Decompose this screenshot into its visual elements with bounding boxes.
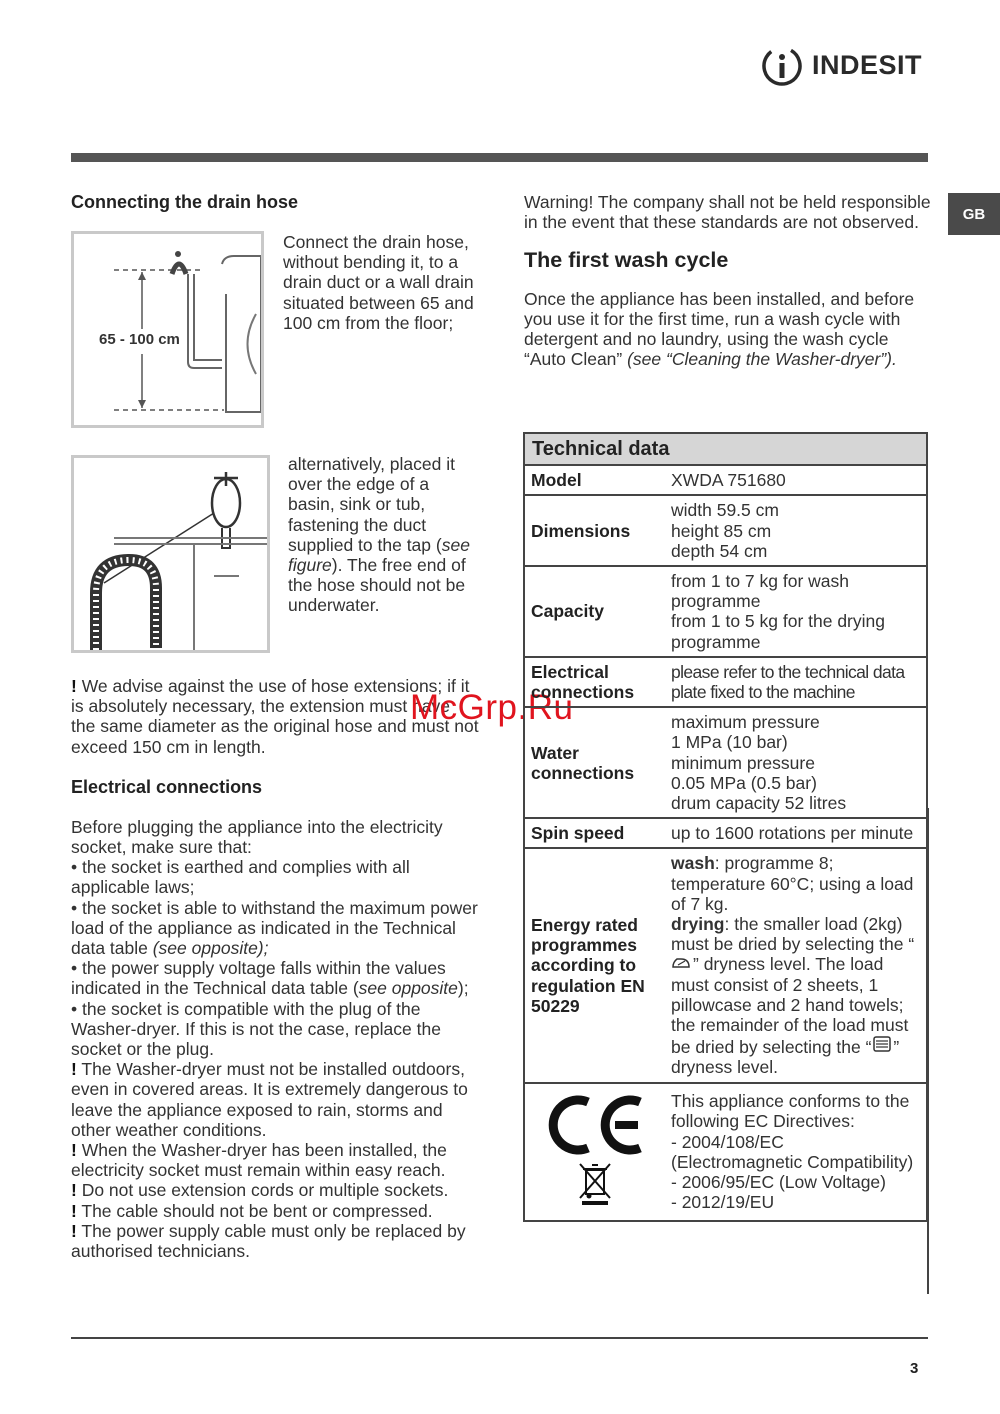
right-upper-column	[524, 192, 932, 369]
model-value: XWDA 751680	[665, 465, 927, 495]
bullet-earthed: • the socket is earthed and complies with all applicable laws;	[71, 857, 410, 898]
electrical-connections-heading: Electrical connections	[71, 776, 263, 797]
first-wash-ref: (see “Cleaning the Washer-dryer”).	[627, 349, 897, 370]
drying-term: drying	[671, 914, 725, 935]
first-wash-heading: The first wash cycle	[524, 248, 729, 273]
dimensions-label: Dimensions	[524, 495, 665, 566]
hose-alt-ref: see figure	[288, 534, 470, 576]
table-row	[524, 1083, 927, 1221]
bullet-power-load	[71, 898, 479, 959]
dimensions-value	[665, 495, 927, 566]
technical-data-table	[523, 432, 928, 1222]
ec-directive-weee: - 2012/19/EU	[671, 1192, 775, 1213]
first-wash-body: Once the appliance has been installed, and before you use it for the first time, run a wash cycle with detergent and no laundry, using the wash cycle “Auto Clean”	[524, 288, 915, 370]
responsibility-warning: Warning! The company shall not be held responsible in the event that these standards are not observed.	[524, 192, 931, 233]
warning-outdoors-text: The Washer-dryer must not be installed outdoors, even in covered areas. It is extremely dangerous to leave the appliance exposed to rain, storms and other weather conditions.	[71, 1059, 468, 1140]
water-min-value: 0.05 MPa (0.5 bar)	[671, 772, 817, 793]
dimension-height: height 85 cm	[671, 520, 772, 541]
warning-mark: !	[71, 676, 77, 696]
table-row	[524, 566, 927, 657]
drum-capacity: drum capacity 52 litres	[671, 793, 847, 814]
table-title: Technical data	[524, 433, 927, 465]
ec-directive-emc: - 2004/108/EC (Electromagnetic Compatibility)	[671, 1131, 914, 1172]
bullet-voltage	[71, 958, 479, 998]
dimension-depth: depth 54 cm	[671, 540, 768, 561]
table-row	[524, 657, 927, 707]
water-max-value: 1 MPa (10 bar)	[671, 732, 788, 753]
energy-value	[665, 848, 927, 1082]
wash-desc: : programme 8; temperature 60°C; using a load of 7 kg.	[671, 853, 914, 914]
header-bar	[71, 153, 928, 162]
first-wash-text	[524, 289, 932, 370]
table-row	[524, 707, 927, 818]
warning-cable-text: The cable should not be bent or compressed.	[81, 1200, 433, 1221]
warning-extension-cords	[71, 1180, 479, 1200]
table-header-row	[524, 433, 927, 465]
spin-label: Spin speed	[524, 818, 665, 848]
warning-mark: !	[71, 1220, 77, 1241]
brand-name: INDESIT	[812, 50, 923, 80]
warning-mark: !	[71, 1200, 77, 1221]
drain-hose-heading: Connecting the drain hose	[71, 192, 299, 212]
hose-extension-text: We advise against the use of hose extensions; if it is absolutely necessary, the extension must have the same diameter as the original hose and must not exceed 150 cm in length.	[71, 676, 479, 757]
page-number: 3	[910, 1360, 919, 1377]
water-max-label: maximum pressure	[671, 712, 820, 733]
hose-alt-text-part: alternatively, placed it over the edge of a basin, sink or tub, fastening the duct supplied to the tap (	[288, 454, 455, 555]
drain-height-illustration	[74, 234, 261, 425]
warning-socket-text: When the Washer-dryer has been installed, the electricity socket must remain within easy reach.	[71, 1140, 447, 1181]
indesit-logo	[760, 42, 930, 88]
watermark: McGrp.Ru	[410, 688, 574, 727]
ec-directives	[665, 1083, 927, 1221]
energy-wash	[671, 853, 920, 914]
warning-mark: !	[71, 1140, 77, 1161]
right-margin-line	[927, 808, 929, 1294]
weee-bin-icon	[577, 1160, 613, 1206]
bullet-power-load-ref: (see opposite);	[152, 938, 269, 959]
hose-over-sink-figure	[71, 455, 270, 653]
capacity-label: Capacity	[524, 566, 665, 657]
warning-extension-text: Do not use extension cords or multiple sockets.	[81, 1180, 449, 1201]
water-label: Water connections	[524, 707, 665, 818]
ce-marks-cell	[524, 1083, 665, 1221]
hose-alternative-text	[288, 454, 478, 616]
table-row	[524, 818, 927, 848]
electrical-label: Electrical connections	[524, 657, 665, 707]
warning-cable-bent	[71, 1201, 479, 1221]
ce-mark-icon	[540, 1094, 650, 1156]
bullet-voltage-ref: see opposite	[358, 978, 458, 999]
capacity-dry: from 1 to 5 kg for the drying programme	[671, 611, 885, 652]
table-row	[524, 465, 927, 495]
warning-mark: !	[71, 1180, 77, 1201]
cupboard-dry-icon	[871, 1035, 893, 1053]
drying-desc-3: ” dryness level.	[671, 1037, 900, 1078]
bullet-voltage-text: • the power supply voltage falls within the values indicated in the Technical data table (	[71, 958, 446, 999]
water-value	[665, 707, 927, 818]
iron-dry-icon	[671, 956, 693, 970]
warning-cable-replace	[71, 1221, 479, 1261]
capacity-value	[665, 566, 927, 657]
water-min-label: minimum pressure	[671, 752, 815, 773]
warning-outdoors	[71, 1059, 479, 1140]
capacity-wash: from 1 to 7 kg for wash programme	[671, 571, 849, 612]
drain-height-figure	[71, 231, 264, 428]
hose-alt-text-end: ). The free end of the hose should not be underwater.	[288, 555, 466, 616]
hose-over-sink-illustration	[74, 458, 267, 650]
electrical-intro: Before plugging the appliance into the electricity socket, make sure that:	[71, 816, 443, 858]
bullet-plug: • the socket is compatible with the plug of the Washer-dryer. If this is not the case, replace the socket or the plug.	[71, 998, 441, 1060]
warning-replace-text: The power supply cable must only be replaced by authorised technicians.	[71, 1220, 466, 1262]
ec-directive-lv: - 2006/95/EC (Low Voltage)	[671, 1172, 886, 1193]
drain-height-label: 65 - 100 cm	[99, 331, 180, 348]
spin-value: up to 1600 rotations per minute	[665, 818, 927, 848]
bullet-power-load-text: • the socket is able to withstand the maximum power load of the appliance as indicated in the Technical data table	[71, 897, 478, 959]
bullet-voltage-end: );	[457, 978, 469, 999]
footer-rule	[71, 1337, 928, 1339]
dimension-width: width 59.5 cm	[671, 500, 779, 521]
wash-term: wash	[671, 853, 715, 874]
drying-desc-1: : the smaller load (2kg) must be dried by selecting the “	[671, 914, 915, 955]
energy-label: Energy rated programmes according to regulation EN 50229	[524, 848, 665, 1082]
warning-socket-reach	[71, 1140, 479, 1180]
table-row	[524, 848, 927, 1082]
model-label: Model	[524, 465, 665, 495]
language-tab: GB	[948, 193, 1000, 235]
energy-drying	[671, 914, 920, 1078]
electrical-value: please refer to the technical data plate fixed to the machine	[665, 657, 927, 707]
indesit-logo-icon	[760, 42, 806, 88]
ec-intro: This appliance conforms to the following EC Directives:	[671, 1091, 910, 1132]
drain-instruction-text: Connect the drain hose, without bending it, to a drain duct or a wall drain situated between 65 and 100 cm from the floor;	[283, 232, 474, 333]
left-lower-column	[71, 676, 479, 1261]
table-row	[524, 495, 927, 566]
warning-mark: !	[71, 1059, 77, 1080]
drying-desc-2: ” dryness level. The load must consist of 2 sheets, 1 pillowcase and 2 hand towels; the remainder of the load must be dried by selecting the “	[671, 954, 909, 1058]
